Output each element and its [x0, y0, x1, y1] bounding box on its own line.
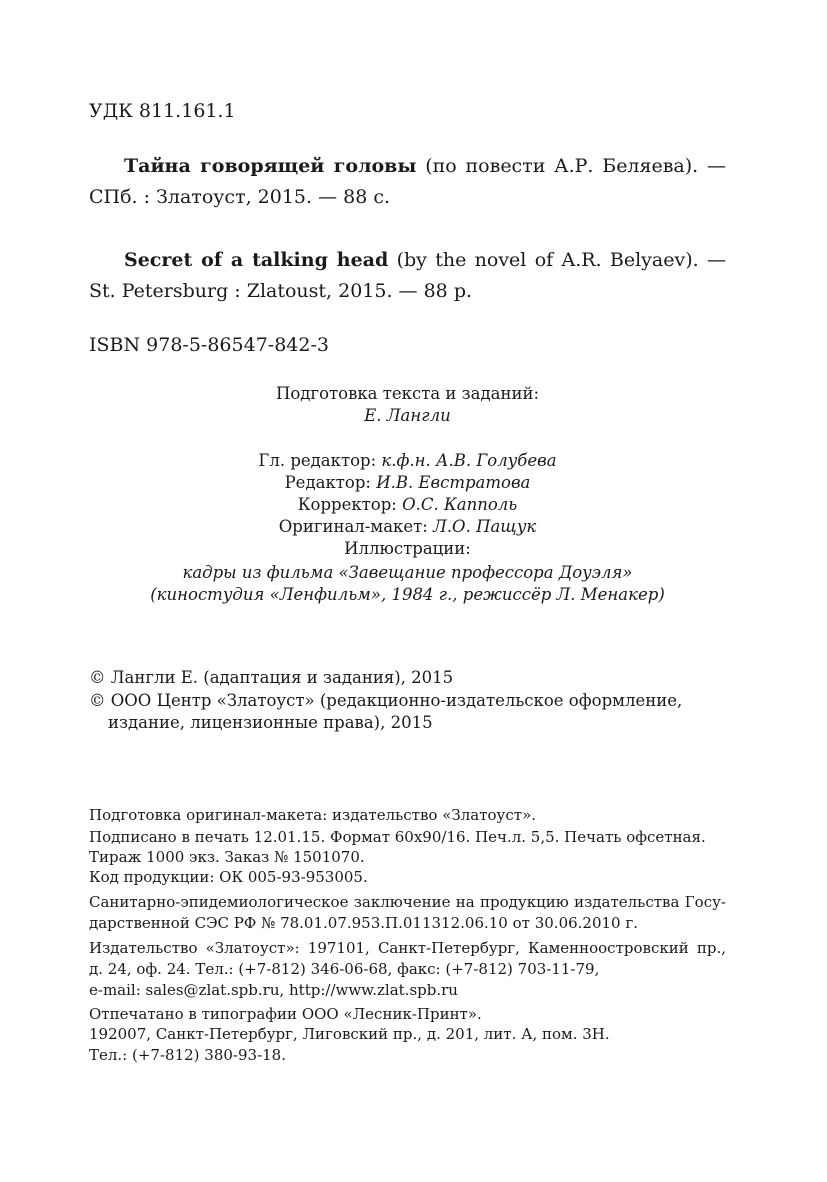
imprint-line-9: e-mail: sales@zlat.spb.ru, http://www.zlat.spb.ru	[89, 981, 458, 999]
udk-code: УДК 811.161.1	[89, 100, 236, 122]
imprint-line-8: д. 24, оф. 24. Тел.: (+7-812) 346-06-68, факс: (+7-812) 703-11-79,	[89, 960, 600, 978]
en-book-title: Secret of a talking head	[124, 249, 389, 271]
en-biblio-line-2: St. Petersburg : Zlatoust, 2015. — 88 p.	[89, 280, 473, 302]
credit-illus-line-1: кадры из фильма «Завещание профессора Доуэля»	[182, 563, 633, 582]
credit-chief-editor	[89, 451, 726, 470]
imprint-line-7: Издательство «Златоуст»: 197101, Санкт-Петербург, Каменноостровский пр.,	[89, 939, 726, 957]
credit-layout-label: Оригинал-макет:	[278, 517, 434, 536]
imprint-line-1: Подготовка оригинал-макета: издательство «Златоуст».	[89, 806, 537, 824]
ru-biblio-line-1	[124, 155, 726, 177]
credit-chief-label: Гл. редактор:	[258, 451, 382, 470]
credit-layout-name: Л.О. Пащук	[433, 517, 537, 536]
credit-illus-label: Иллюстрации:	[344, 539, 471, 558]
credit-editor-name: И.В. Евстратова	[376, 473, 531, 492]
credit-illus-line-2: (киностудия «Ленфильм», 1984 г., режиссёр Л. Менакер)	[150, 585, 665, 604]
ru-book-title: Тайна говорящей головы	[124, 155, 417, 177]
credit-editor	[89, 473, 726, 492]
credit-corrector-name: О.С. Капполь	[402, 495, 518, 514]
imprint-line-4: Код продукции: ОК 005-93-953005.	[89, 868, 368, 886]
ru-biblio-rest: (по повести А.Р. Беляева). —	[416, 155, 727, 177]
imprint-line-5: Санитарно-эпидемиологическое заключение на продукцию издательства Госу-	[89, 893, 726, 911]
ru-biblio-line-2: СПб. : Златоуст, 2015. — 88 с.	[89, 186, 391, 208]
copyright-line-2: © ООО Центр «Златоуст» (редакционно-издательское оформление,	[89, 691, 683, 710]
imprint-line-6: дарственной СЭС РФ № 78.01.07.953.П.011312.06.10 от 30.06.2010 г.	[89, 914, 638, 932]
credit-layout	[89, 517, 726, 536]
credit-chief-name: к.ф.н. А.В. Голубева	[381, 451, 557, 470]
imprint-line-10: Отпечатано в типографии ООО «Лесник-Принт».	[89, 1005, 482, 1023]
credit-prep-name: Е. Лангли	[364, 406, 451, 425]
copyright-line-3: издание, лицензионные права), 2015	[108, 713, 433, 732]
isbn: ISBN 978-5-86547-842-3	[89, 334, 329, 356]
imprint-line-11: 192007, Санкт-Петербург, Лиговский пр., д. 201, лит. А, пом. 3Н.	[89, 1025, 610, 1043]
credit-corrector-label: Корректор:	[297, 495, 403, 514]
en-biblio-line-1	[124, 249, 726, 271]
credit-prep-label: Подготовка текста и заданий:	[275, 384, 540, 403]
imprint-line-12: Тел.: (+7-812) 380-93-18.	[89, 1046, 286, 1064]
imprint-line-2: Подписано в печать 12.01.15. Формат 60х90/16. Печ.л. 5,5. Печать офсетная.	[89, 828, 706, 846]
credit-corrector	[89, 495, 726, 514]
credit-editor-label: Редактор:	[284, 473, 377, 492]
imprint-line-3: Тираж 1000 экз. Заказ № 1501070.	[89, 848, 365, 866]
en-biblio-rest: (by the novel of A.R. Belyaev). —	[388, 249, 726, 271]
copyright-line-1: © Лангли Е. (адаптация и задания), 2015	[89, 668, 454, 687]
